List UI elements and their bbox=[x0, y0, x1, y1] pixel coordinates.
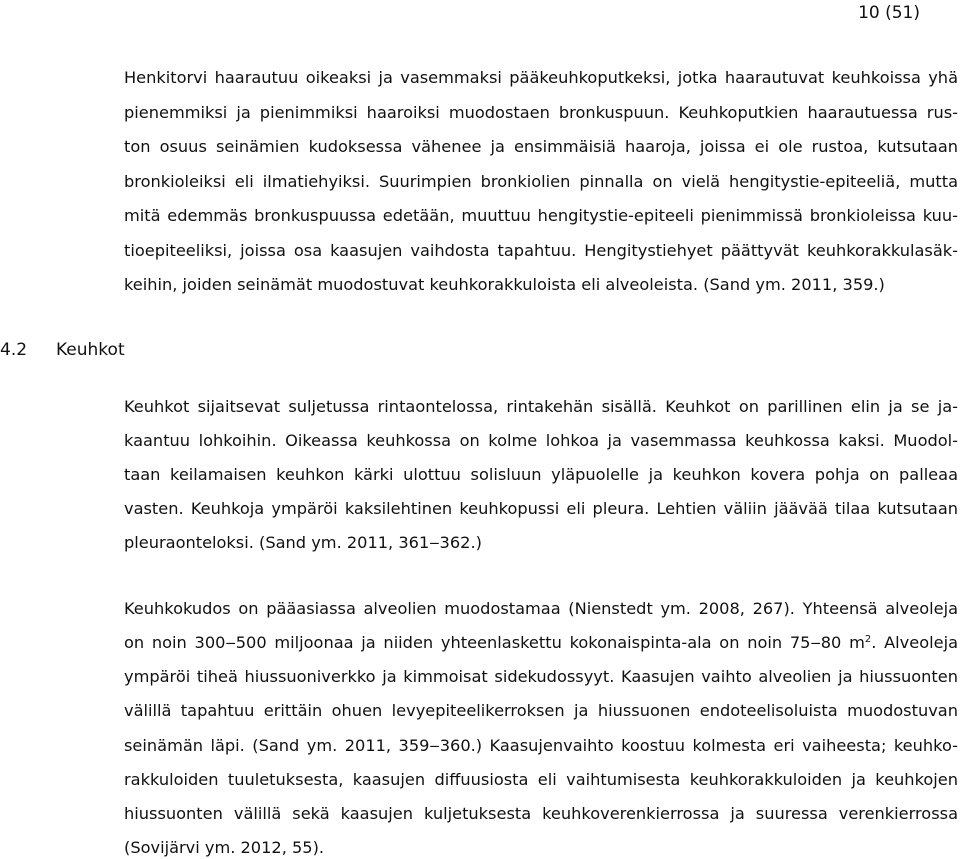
paragraph-line: Keuhkokudos on pääasiassa alveolien muodostamaa (Nienstedt ym. 2008, 267). Yhteensä alveoleja bbox=[124, 599, 958, 618]
section-title: Keuhkot bbox=[56, 340, 125, 360]
paragraph-line: bronkioleiksi eli ilmatiehyiksi. Suurimpien bronkiolien pinnalla on vielä hengitystie-epiteeliä, mutta bbox=[124, 172, 958, 191]
paragraph-line: keihin, joiden seinämät muodostuvat keuhkorakkuloista eli alveoleista. (Sand ym. 2011, 359.) bbox=[124, 275, 885, 294]
superscript: 2 bbox=[864, 634, 872, 645]
paragraph-line: pleuraonteloksi. (Sand ym. 2011, 361‒362.) bbox=[124, 533, 482, 552]
paragraph-line: välillä tapahtuu erittäin ohuen levyepiteelikerroksen ja hiussuonen endoteelisoluista muodostuvan bbox=[124, 701, 958, 720]
paragraph-line: pienemmiksi ja pienimmiksi haaroiksi muodostaen bronkuspuun. Keuhkoputkien haarautuessa rus- bbox=[124, 103, 958, 122]
paragraph-line: (Sovijärvi ym. 2012, 55). bbox=[124, 838, 325, 857]
page-number: 10 (51) bbox=[858, 3, 920, 23]
paragraph-line: seinämän läpi. (Sand ym. 2011, 359‒360.) Kaasujenvaihto koostuu kolmesta eri vaiheesta; keuhko- bbox=[124, 736, 958, 755]
line-text: on noin 300‒500 miljoonaa ja niiden yhteenlaskettu kokonaispinta-ala on noin 75‒80 m bbox=[124, 633, 865, 652]
paragraph-line bbox=[124, 632, 958, 654]
section-number: 4.2 bbox=[0, 340, 28, 360]
paragraph-line: taan keilamaisen keuhkon kärki ulottuu solisluun yläpuolelle ja keuhkon kovera pohja on palleaa bbox=[124, 465, 958, 484]
paragraph-line: rakkuloiden tuuletuksesta, kaasujen diffuusiosta eli vaihtumisesta keuhkorakkuloiden ja keuhkojen bbox=[124, 770, 958, 789]
paragraph-line: vasten. Keuhkoja ympäröi kaksilehtinen keuhkopussi eli pleura. Lehtien väliin jäävää tilaa kutsutaan bbox=[124, 499, 958, 518]
paragraph-line: kaantuu lohkoihin. Oikeassa keuhkossa on kolme lohkoa ja vasemmassa keuhkossa kaksi. Muodol- bbox=[124, 431, 958, 450]
paragraph-line: tioepiteeliksi, joissa osa kaasujen vaihdosta tapahtuu. Hengitystiehyet päättyvät keuhkorakkulasäk- bbox=[124, 241, 958, 260]
paragraph-line: mitä edemmäs bronkuspuussa edetään, muuttuu hengitystie-epiteeli pienimmissä bronkioleissa kuu- bbox=[124, 206, 958, 225]
line-text: . Alveoleja bbox=[871, 633, 958, 652]
paragraph-line: hiussuonten välillä sekä kaasujen kuljetuksesta keuhkoverenkierrossa ja suuressa verenkierrossa bbox=[124, 804, 958, 823]
paragraph-line: Keuhkot sijaitsevat suljetussa rintaontelossa, rintakehän sisällä. Keuhkot on parillinen elin ja se ja- bbox=[124, 397, 958, 416]
paragraph-line: Henkitorvi haarautuu oikeaksi ja vasemmaksi pääkeuhkoputkeksi, jotka haarautuvat keuhkoissa yhä bbox=[124, 68, 958, 87]
paragraph-line: ton osuus seinämien kudoksessa vähenee ja ensimmäisiä haaroja, joissa ei ole rustoa, kutsutaan bbox=[124, 137, 958, 156]
paragraph-line: ympäröi tiheä hiussuoniverkko ja kimmoisat sidekudossyyt. Kaasujen vaihto alveolien ja hiussuonten bbox=[124, 667, 958, 686]
